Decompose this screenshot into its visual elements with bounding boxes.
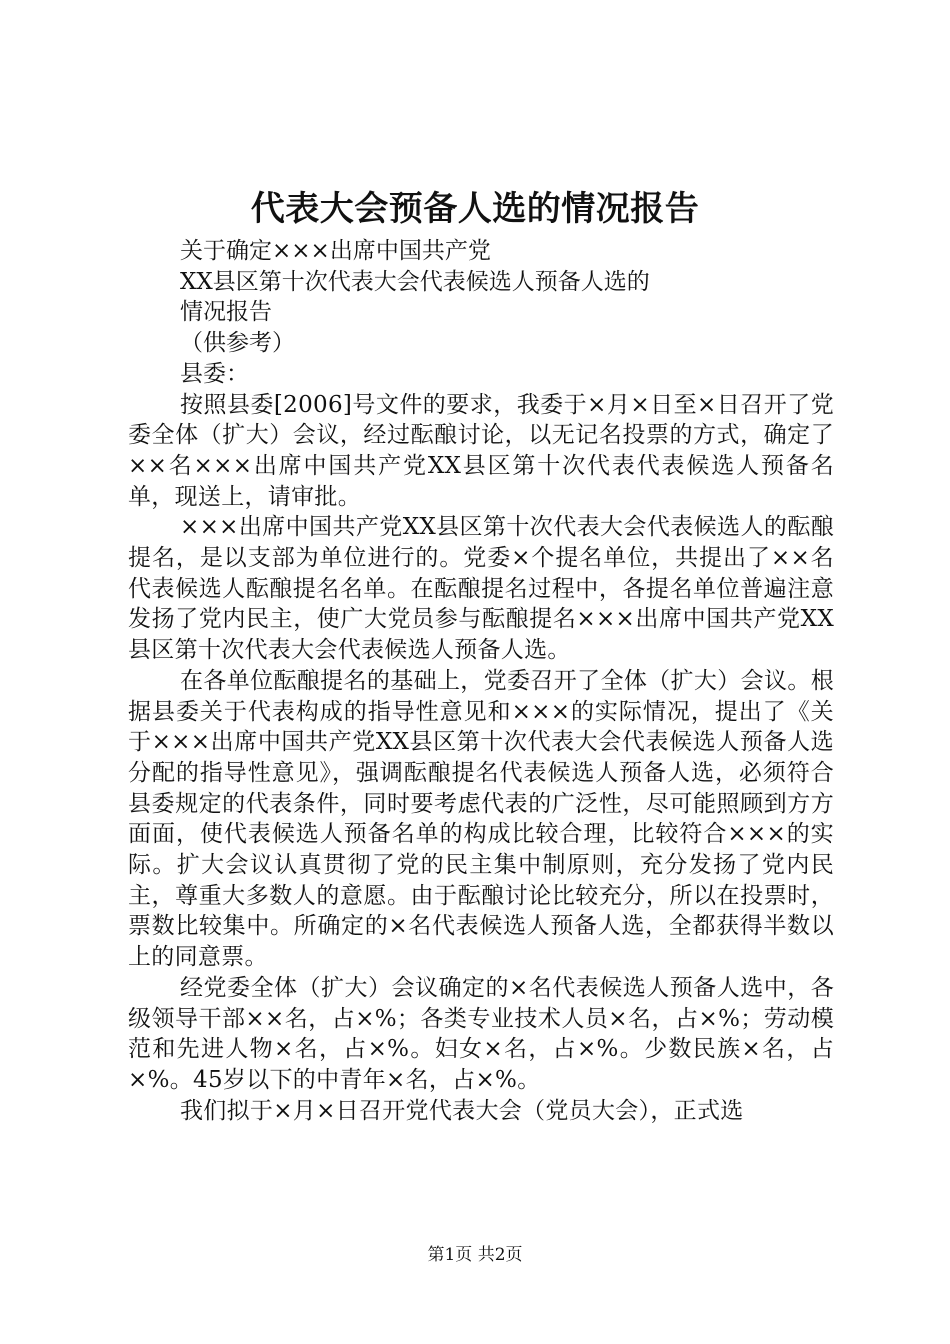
salutation: 县委：	[180, 360, 249, 387]
header-line: （供参考）	[180, 330, 295, 357]
header-line: 关于确定×××出席中国共产党	[180, 238, 491, 264]
paragraph: 按照县委[2006]号文件的要求，我委于×月×日至×日召开了党委全体（扩大）会议，经过酝酿讨论，以无记名投票的方式，确定了××名×××出席中国共产党XX县区第十次代表代表候选人预备名单，现送上，请审批。	[128, 391, 834, 510]
header-line: 情况报告	[180, 299, 272, 326]
page-footer: 第1页 共2页	[427, 1245, 523, 1265]
paragraph: ×××出席中国共产党XX县区第十次代表大会代表候选人的酝酿提名，是以支部为单位进行的。党委×个提名单位，共提出了××名代表候选人酝酿提名名单。在酝酿提名过程中，各提名单位普遍注意发扬了党内民主，使广大党员参与酝酿提名×××出席中国共产党XX县区第十次代表大会代表候选人预备人选。	[128, 514, 834, 664]
header-line: XX县区第十次代表大会代表候选人预备人选的	[180, 268, 650, 295]
document-body	[128, 236, 834, 1126]
document-title: 代表大会预备人选的情况报告	[250, 189, 700, 229]
paragraph: 我们拟于×月×日召开党代表大会（党员大会），正式选	[180, 1097, 744, 1124]
paragraph: 经党委全体（扩大）会议确定的×名代表候选人预备人选中，各级领导干部××名，占×%；各类专业技术人员×名，占×%；劳动模范和先进人物×名，占×%。妇女×名，占×%。少数民族×名，占×%。45岁以下的中青年×名，占×%。	[128, 974, 834, 1093]
paragraph: 在各单位酝酿提名的基础上，党委召开了全体（扩大）会议。根据县委关于代表构成的指导性意见和×××的实际情况，提出了《关于×××出席中国共产党XX县区第十次代表大会代表候选人预备人选分配的指导性意见》，强调酝酿提名代表候选人预备人选，必须符合县委规定的代表条件，同时要考虑代表的广泛性，尽可能照顾到方方面面，使代表候选人预备名单的构成比较合理，比较符合×××的实际。扩大会议认真贯彻了党的民主集中制原则，充分发扬了党内民主，尊重大多数人的意愿。由于酝酿讨论比较充分，所以在投票时，票数比较集中。所确定的×名代表候选人预备人选，全都获得半数以上的同意票。	[128, 667, 834, 971]
